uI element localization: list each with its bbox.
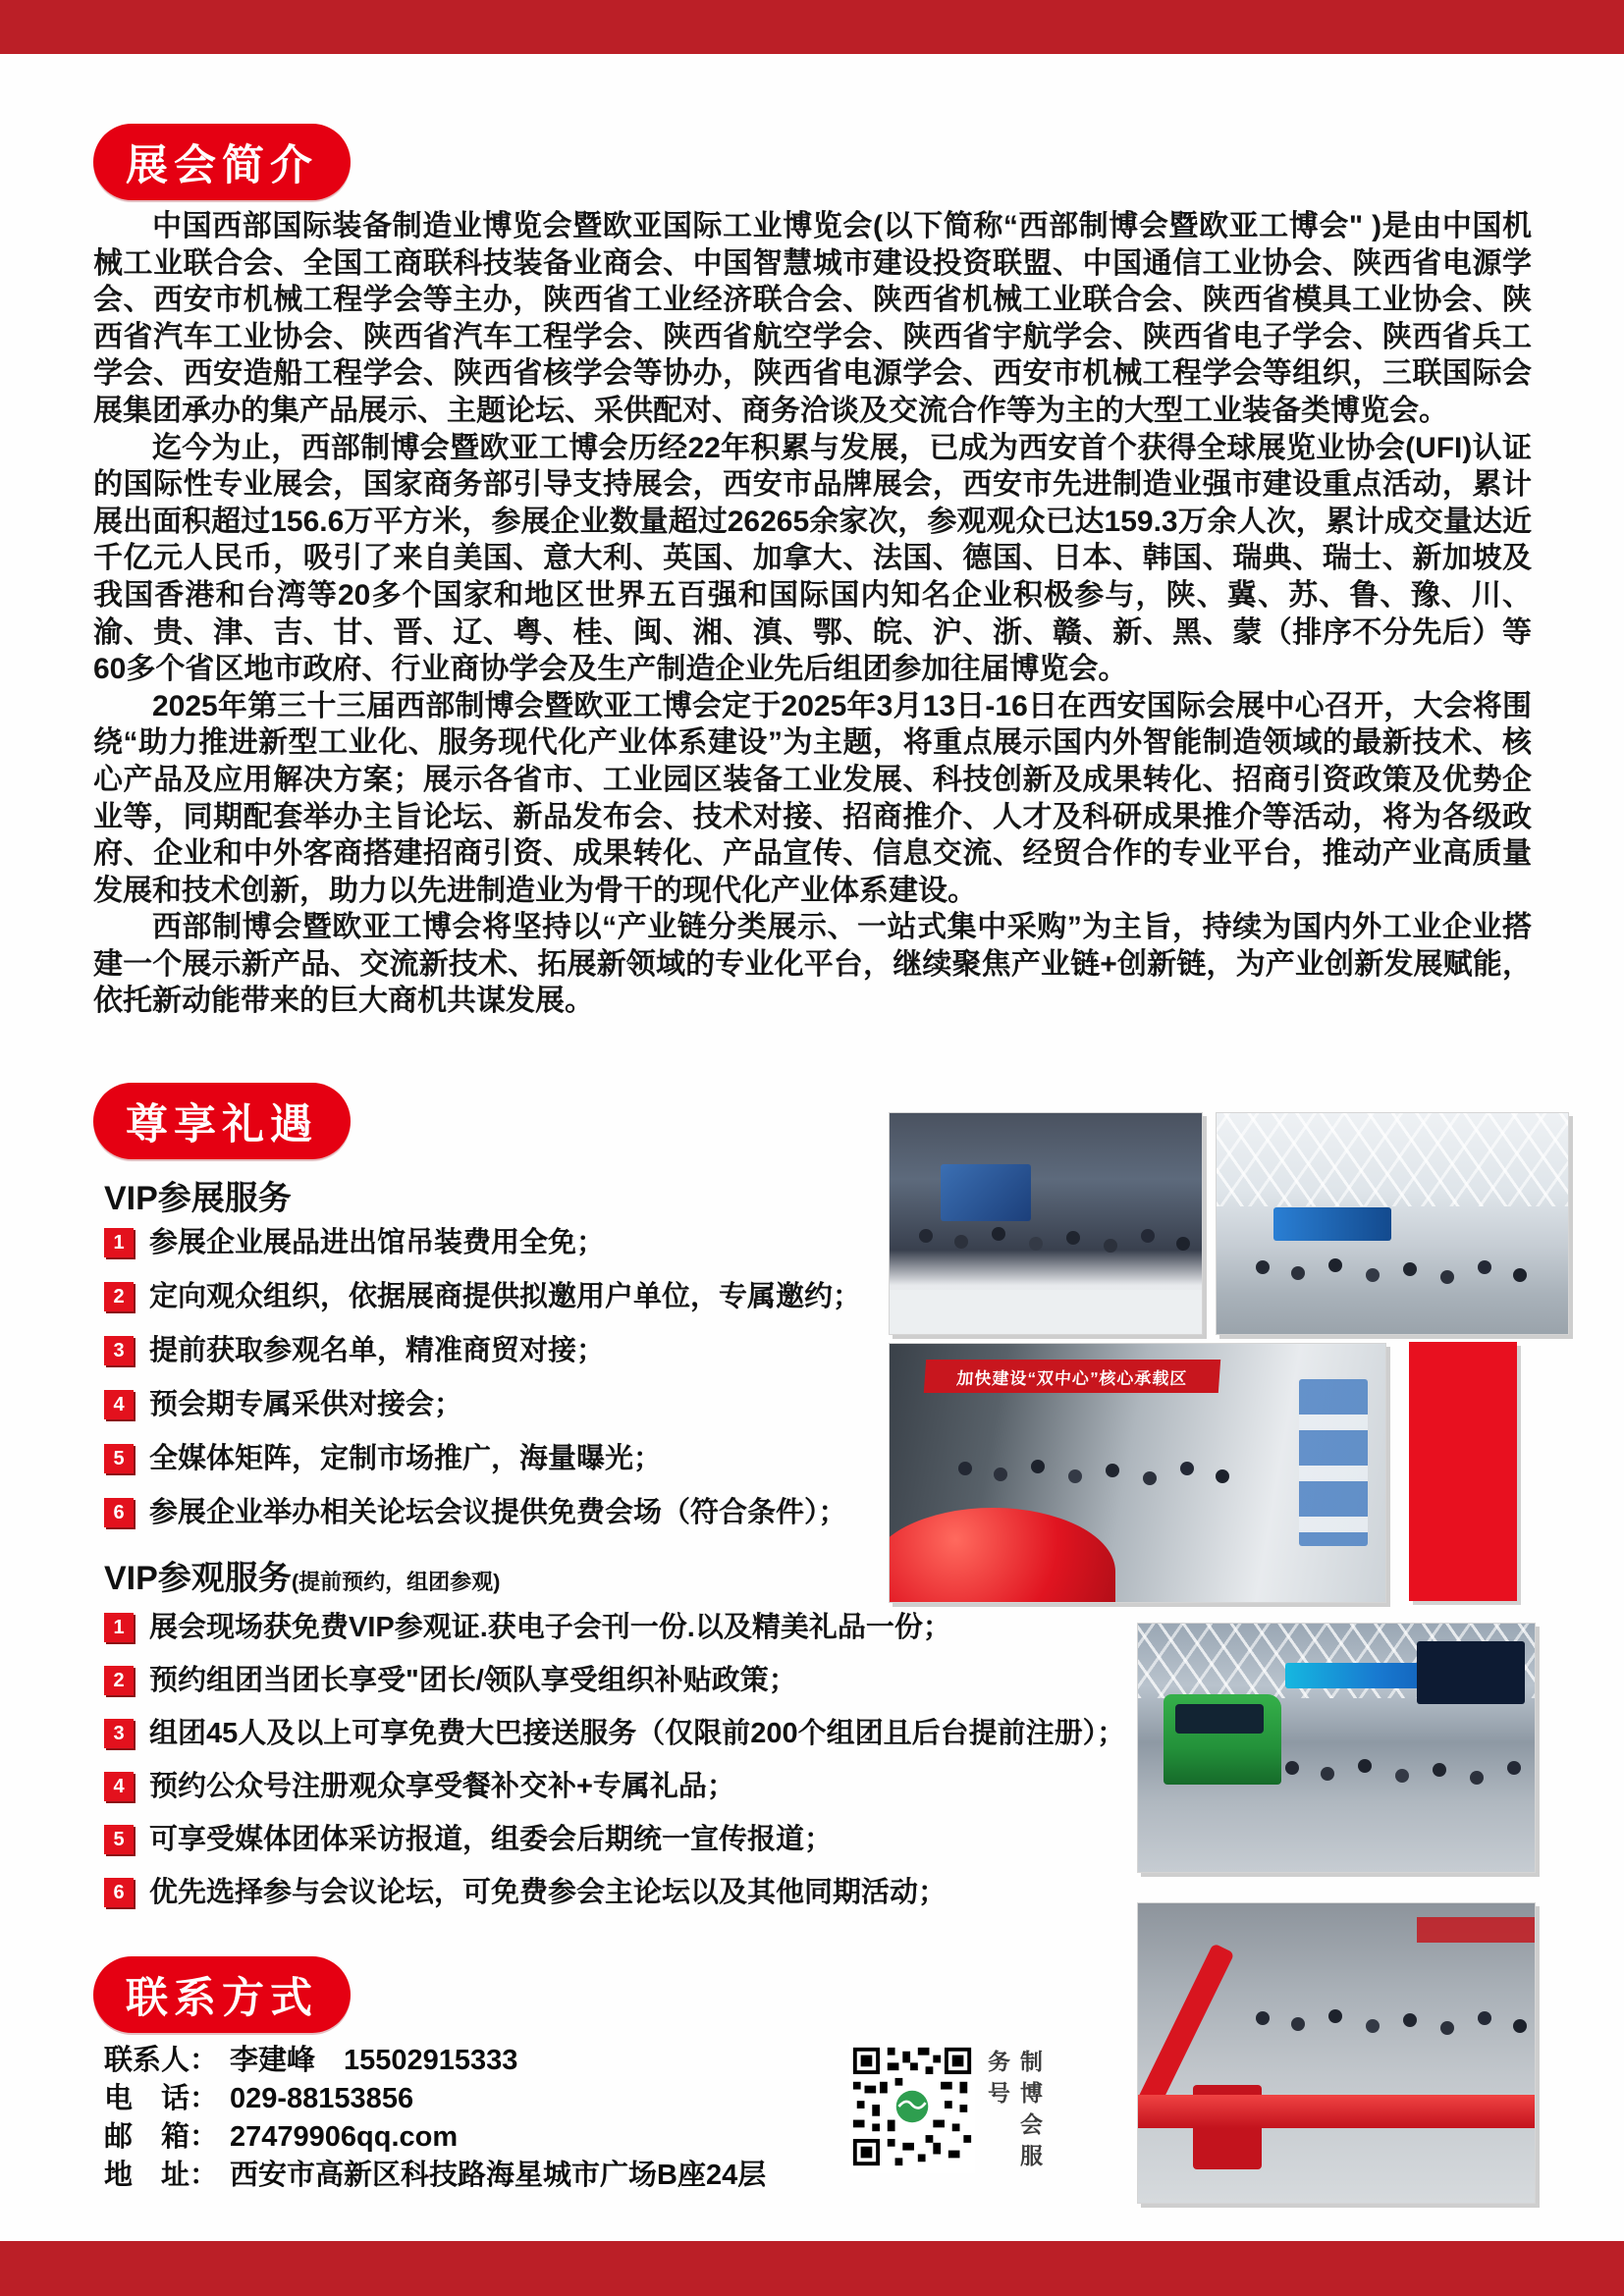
bottom-red-bar bbox=[0, 2241, 1624, 2296]
photo-delegation-visit bbox=[889, 1343, 1386, 1603]
section-badge-intro-label: 展会简介 bbox=[126, 141, 318, 189]
contact-block bbox=[104, 2042, 766, 2195]
photo-detail-posters bbox=[1299, 1379, 1368, 1546]
list-item bbox=[104, 1497, 890, 1528]
photo-detail-screen bbox=[941, 1164, 1031, 1221]
photo-detail-crowd bbox=[1256, 1260, 1270, 1274]
item-text: 定向观众组织，依据展商提供拟邀用户单位，专属邀约； bbox=[149, 1281, 862, 1312]
item-text: 可享受媒体团体采访报道，组委会后期统一宣传报道； bbox=[149, 1824, 834, 1855]
contact-person-row bbox=[104, 2042, 766, 2080]
item-number-badge: 4 bbox=[104, 1390, 134, 1419]
contact-address-row bbox=[104, 2157, 766, 2195]
item-number-badge: 6 bbox=[104, 1878, 134, 1907]
photo-detail-green-truck bbox=[1164, 1694, 1281, 1785]
photo-truck-exhibit bbox=[1137, 1623, 1536, 1873]
list-item bbox=[104, 1335, 890, 1366]
intro-paragraph-3: 2025年第三十三届西部制博会暨欧亚工博会定于2025年3月13日-16日在西安国际会展中心召开，大会将围绕“助力推进新型工业化、服务现代化产业体系建设”为主题，将重点展示国内外智能制造领域的最新技术、核心产品及应用解决方案；展示各省市、工业园区装备工业发展、科技创新及成果转化、招商引资政策及优势企业等，同期配套举办主旨论坛、新品发布会、技术对接、招商推介、人才及科研成果推介等活动，将为各级政府、企业和中外客商搭建招商引资、成果转化、产品宣传、信息交流、经贸合作的专业平台，推动产业高质量发展和技术创新，助力以先进制造业为骨干的现代化产业体系建设。 bbox=[93, 689, 1532, 907]
contact-email-row bbox=[104, 2118, 766, 2157]
photo-detail-table bbox=[890, 1290, 1202, 1334]
item-number-badge: 1 bbox=[104, 1613, 134, 1642]
contact-label: 联系人： bbox=[104, 2045, 219, 2076]
item-number-badge: 6 bbox=[104, 1498, 134, 1527]
list-item bbox=[104, 1612, 1145, 1643]
contact-label: 电 话： bbox=[104, 2083, 219, 2114]
contact-label: 地 址： bbox=[104, 2160, 219, 2191]
photo-detail-crowd bbox=[919, 1229, 933, 1243]
qr-code bbox=[849, 2040, 975, 2173]
exhibitor-services-title-text: VIP参展服务 bbox=[104, 1180, 292, 1217]
item-text: 参展企业展品进出馆吊装费用全免； bbox=[149, 1227, 606, 1258]
section-badge-benefits bbox=[93, 1083, 351, 1159]
list-item bbox=[104, 1718, 1145, 1749]
photo-red-crane-machine bbox=[1137, 1902, 1536, 2204]
item-text: 预会期专属采供对接会； bbox=[149, 1389, 463, 1420]
red-accent-block bbox=[1409, 1342, 1517, 1601]
intro-text-block bbox=[93, 208, 1532, 1020]
item-text: 提前获取参观名单，精准商贸对接； bbox=[149, 1335, 606, 1366]
contact-value: 李建峰 15502915333 bbox=[230, 2045, 518, 2076]
photo-detail-red-rail bbox=[1138, 2095, 1535, 2128]
photo-detail-signage bbox=[1273, 1207, 1391, 1241]
visitor-services-title bbox=[104, 1551, 500, 1599]
item-number-badge: 2 bbox=[104, 1282, 134, 1311]
photo-exhibition-booth-visitors bbox=[889, 1112, 1203, 1335]
photo-detail-crowd bbox=[1285, 1761, 1299, 1775]
list-item bbox=[104, 1877, 1145, 1908]
exhibitor-services-list bbox=[104, 1227, 890, 1551]
visitor-services-title-text: VIP参观服务 bbox=[104, 1560, 292, 1597]
item-text: 展会现场获免费VIP参观证.获电子会刊一份.以及精美礼品一份； bbox=[149, 1612, 951, 1643]
item-number-badge: 5 bbox=[104, 1825, 134, 1854]
item-text: 组团45人及以上可享免费大巴接送服务（仅限前200个组团且后台提前注册）； bbox=[149, 1718, 1126, 1749]
section-badge-intro bbox=[93, 124, 351, 200]
photo-detail-roof-truss bbox=[1217, 1113, 1568, 1206]
photo-detail-screen bbox=[1417, 1641, 1525, 1704]
visitor-services-title-note: (提前预约，组团参观) bbox=[291, 1570, 501, 1594]
intro-paragraph-2: 迄今为止，西部制博会暨欧亚工博会历经22年积累与发展，已成为西安首个获得全球展览业协会(UFI)认证的国际性专业展会，国家商务部引导支持展会，西安市品牌展会，西安市先进制造业强市建设重点活动，累计展出面积超过156.6万平方米，参展企业数量超过26265余家次，参观观众已达159.3万余人次，累计成交量达近千亿元人民币，吸引了来自美国、意大利、英国、加拿大、法国、德国、日本、韩国、瑞典、瑞士、新加坡及我国香港和台湾等20多个国家和地区世界五百强和国际国内知名企业积极参与，陕、冀、苏、鲁、豫、川、渝、贵、津、吉、甘、晋、辽、粤、桂、闽、湘、滇、鄂、皖、沪、浙、赣、新、黑、蒙（排序不分先后）等60多个省区地市政府、行业商协学会及生产制造企业先后组团参加往届博览会。 bbox=[93, 431, 1532, 686]
photo-banner-text: 加快建设“双中心”核心承载区 bbox=[955, 1368, 1189, 1388]
photo-exhibition-hall-overview bbox=[1216, 1112, 1569, 1335]
intro-paragraph-1: 中国西部国际装备制造业博览会暨欧亚国际工业博览会(以下简称“西部制博会暨欧亚工博会" )是由中国机械工业联合会、全国工商联科技装备业商会、中国智慧城市建设投资联盟、中国通信工业协会、陕西省电源学会、西安市机械工程学会等主办，陕西省工业经济联合会、陕西省机械工业联合会、陕西省模具工业协会、陕西省汽车工业协会、陕西省汽车工程学会、陕西省航空学会、陕西省宇航学会、陕西省电子学会、陕西省兵工学会、西安造船工程学会、陕西省核学会等协办，陕西省电源学会、西安市机械工程学会等组织，三联国际会展集团承办的集产品展示、主题论坛、采供配对、商务洽谈及交流合作等为主的大型工业装备类博览会。 bbox=[93, 210, 1532, 427]
section-badge-benefits-label: 尊享礼遇 bbox=[126, 1100, 318, 1148]
section-badge-contact bbox=[93, 1956, 351, 2033]
list-item bbox=[104, 1771, 1145, 1802]
photo-detail-crowd bbox=[958, 1462, 972, 1475]
photo-banner bbox=[924, 1360, 1220, 1393]
contact-value: 西安市高新区科技路海星城市广场B座24层 bbox=[230, 2160, 767, 2191]
item-text: 全媒体矩阵，定制市场推广，海量曝光； bbox=[149, 1443, 663, 1474]
photo-detail-red-machine bbox=[889, 1508, 1115, 1603]
item-text: 优先选择参与会议论坛，可免费参会主论坛以及其他同期活动； bbox=[149, 1877, 947, 1908]
list-item bbox=[104, 1665, 1145, 1696]
list-item bbox=[104, 1389, 890, 1420]
exhibitor-services-title bbox=[104, 1171, 292, 1219]
contact-phone-row bbox=[104, 2080, 766, 2118]
list-item bbox=[104, 1281, 890, 1312]
item-text: 参展企业举办相关论坛会议提供免费会场（符合条件）； bbox=[149, 1497, 847, 1528]
item-number-badge: 1 bbox=[104, 1228, 134, 1257]
item-number-badge: 4 bbox=[104, 1772, 134, 1801]
list-item bbox=[104, 1824, 1145, 1855]
item-text: 预约组团当团长享受"团长/领队享受组织补贴政策； bbox=[149, 1665, 797, 1696]
section-badge-contact-label: 联系方式 bbox=[126, 1974, 318, 2022]
top-red-bar bbox=[0, 0, 1624, 54]
contact-value: 029-88153856 bbox=[230, 2083, 414, 2114]
item-number-badge: 5 bbox=[104, 1444, 134, 1473]
contact-label: 邮 箱： bbox=[104, 2121, 219, 2153]
list-item bbox=[104, 1227, 890, 1258]
qr-caption: 制博会服务号 bbox=[985, 2050, 1043, 2175]
photo-detail-banner bbox=[1417, 1917, 1535, 1943]
intro-paragraph-4: 西部制博会暨欧亚工博会将坚持以“产业链分类展示、一站式集中采购”为主旨，持续为国内外工业企业搭建一个展示新产品、交流新技术、拓展新领域的专业化平台，继续聚焦产业链+创新链，为产业创新发展赋能，依托新动能带来的巨大商机共谋发展。 bbox=[93, 911, 1532, 1018]
item-number-badge: 3 bbox=[104, 1719, 134, 1748]
item-number-badge: 3 bbox=[104, 1336, 134, 1365]
item-text: 预约公众号注册观众享受餐补交补+专属礼品； bbox=[149, 1771, 735, 1802]
photo-detail-crowd bbox=[1256, 2011, 1270, 2025]
contact-value: 27479906qq.com bbox=[230, 2121, 459, 2153]
list-item bbox=[104, 1443, 890, 1474]
visitor-services-list bbox=[104, 1612, 1145, 1930]
qr-code-graphic bbox=[849, 2040, 975, 2173]
item-number-badge: 2 bbox=[104, 1666, 134, 1695]
